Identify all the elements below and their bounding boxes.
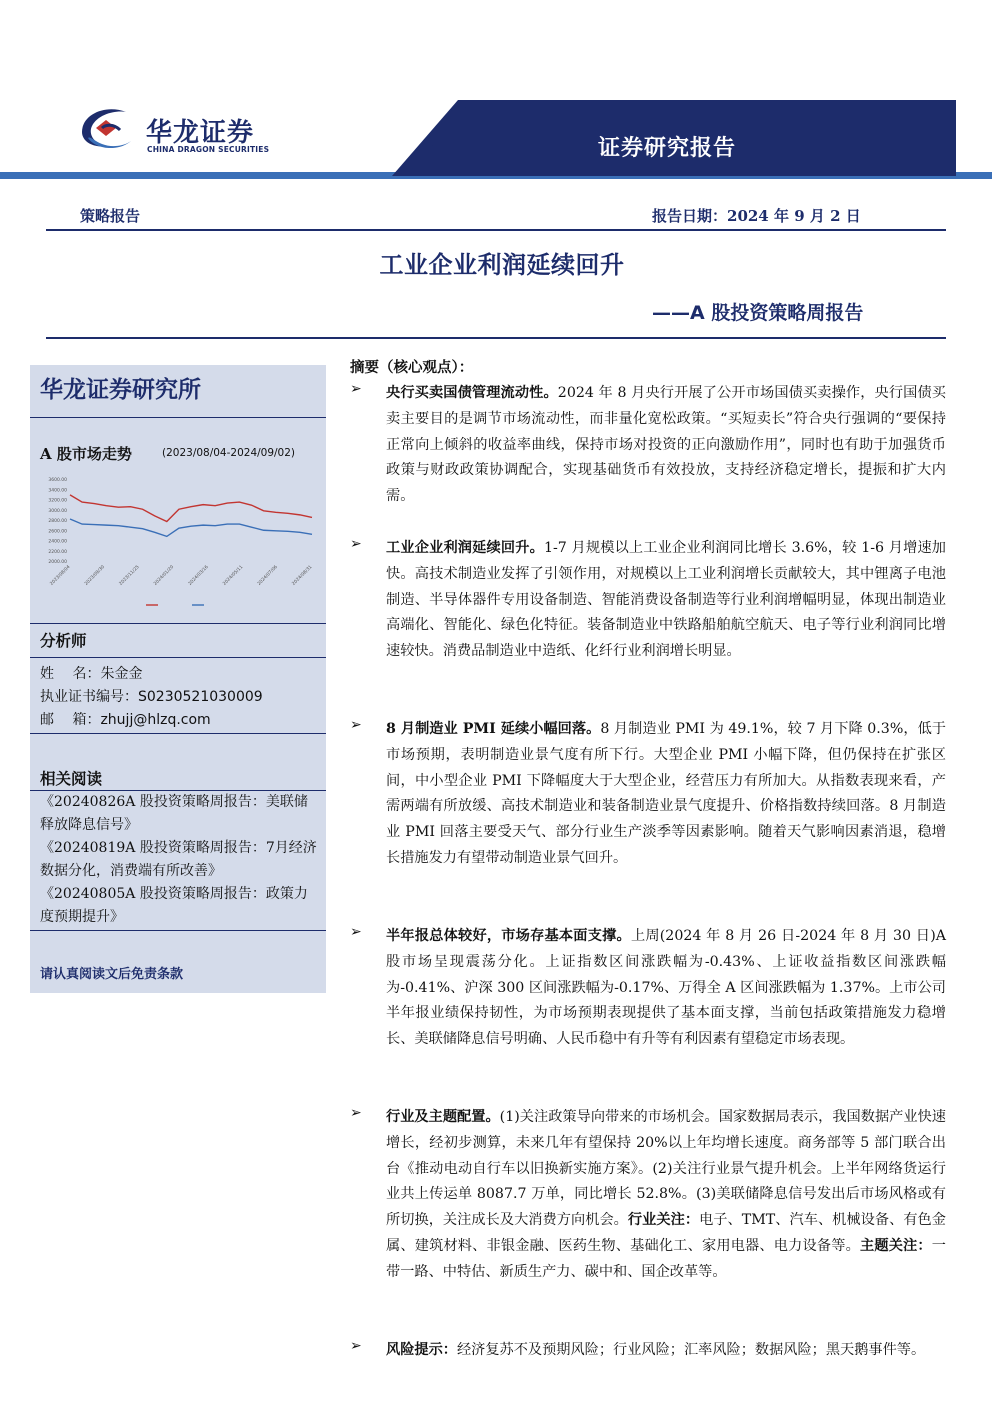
divider bbox=[30, 930, 326, 931]
market-trend-label: A 股市场走势 bbox=[40, 445, 132, 463]
x-tick-label: 2024/01/20 bbox=[153, 564, 176, 587]
x-tick-label: 2024/07/06 bbox=[256, 564, 279, 587]
y-tick-label: 3600.00 bbox=[48, 478, 67, 483]
x-tick-label: 2023/08/04 bbox=[49, 564, 72, 587]
bullet-body bbox=[386, 1105, 946, 1286]
bullet-lead: 风险提示： bbox=[386, 1342, 457, 1358]
bullet-text: 经济复苏不及预期风险；行业风险；汇率风险；数据风险；黑天鹅事件等。 bbox=[456, 1342, 926, 1358]
analyst-cert-row bbox=[40, 686, 263, 706]
bullet-body bbox=[386, 924, 946, 1053]
arrow-bullet-icon: ➢ bbox=[350, 1105, 362, 1121]
header-banner bbox=[0, 98, 992, 184]
analyst-email-label: 邮 箱： bbox=[40, 712, 101, 728]
x-tick-label: 2023/09/30 bbox=[84, 564, 106, 587]
related-reading-item[interactable]: 《20240826A 股投资策略周报告：美联储释放降息信号》 bbox=[40, 794, 308, 833]
related-reading-heading: 相关阅读 bbox=[40, 769, 103, 788]
bullet-text: 1-7 月规模以上工业企业利润同比增长 3.6%，较 1-6 月增速加快。高技术制造业发挥了引领作用，对规模以上工业利润增长贡献较大，其中锂离子电池制造、半导体器件专用设备制造、智能消费设备制造等行业利润增幅明显，体现出制造业高端化、智能化、绿色化特征。装备制造业中铁路船舶航空航天、电子等行业利润同比增速较快。消费品制造业中造纸、化纤行业利润增长明显。 bbox=[386, 540, 946, 660]
analyst-name-label: 姓 名： bbox=[40, 666, 101, 682]
y-tick-label: 3200.00 bbox=[48, 498, 67, 504]
analyst-email-row bbox=[40, 709, 211, 729]
arrow-bullet-icon: ➢ bbox=[350, 924, 362, 940]
bullet-body bbox=[386, 717, 946, 872]
y-tick-label: 2400.00 bbox=[48, 539, 67, 545]
analyst-heading: 分析师 bbox=[40, 631, 87, 650]
y-tick-label: 3000.00 bbox=[48, 508, 67, 514]
abstract-heading: 摘要（核心观点）： bbox=[350, 359, 474, 376]
divider bbox=[46, 229, 946, 231]
series-line-2 bbox=[70, 519, 312, 536]
report-date: 报告日期：2024 年 9 月 2 日 bbox=[652, 207, 861, 225]
arrow-bullet-icon: ➢ bbox=[350, 536, 362, 552]
analyst-cert-label: 执业证书编号： bbox=[40, 689, 138, 705]
bullet-text: (1)关注政策导向带来的市场机会。国家数据局表示，我国数据产业快速增长，经初步测算，未来几年有望保持 20%以上年均增长速度。商务部等 5 部门联合出台《推动电动自行车以旧换新实施方案》。(2)关注行业景气提升机会。上半年网络货运行业共上传运单 8087.7 万单，同比增长 52.8%。(3)美联储降息信号发出后市场风格或有所切换，关注成长及大消费方向机会。 bbox=[386, 1109, 946, 1229]
related-reading-item[interactable]: 《20240819A 股投资策略周报告：7月经济数据分化，消费端有所改善》 bbox=[40, 840, 317, 879]
analyst-name-row bbox=[40, 663, 142, 683]
bullet-lead: 工业企业利润延续回升。 bbox=[386, 540, 544, 556]
bullet-text: 上周(2024 年 8 月 26 日-2024 年 8 月 30 日)A 股市场呈现震荡分化。上证指数区间涨跌幅为-0.43%、上证收益指数区间涨跌幅为-0.41%、沪深 300 区间涨跌幅为-0.17%、万得全 A 区间涨跌幅为 1.37%。上市公司半年报业绩保持韧性，为市场预期表现提供了基本面支撑，当前包括政策措施发力稳增长、美联储降息信号明确、人民币稳中有升等有利因素有望稳定市场表现。 bbox=[386, 928, 946, 1048]
institute-name: 华龙证券研究所 bbox=[40, 377, 201, 403]
x-tick-label: 2024/05/11 bbox=[222, 564, 245, 587]
arrow-bullet-icon: ➢ bbox=[350, 1338, 362, 1354]
report-subtitle: ——A 股投资策略周报告 bbox=[652, 302, 864, 324]
market-trend-range: (2023/08/04-2024/09/02) bbox=[162, 447, 296, 459]
banner-title: 证券研究报告 bbox=[598, 135, 737, 161]
x-tick-label: 2024/08/31 bbox=[291, 564, 314, 587]
y-tick-label: 2000.00 bbox=[48, 560, 67, 565]
bullet-lead: 行业及主题配置。 bbox=[386, 1109, 500, 1125]
x-tick-label: 2023/11/25 bbox=[118, 564, 141, 587]
bullet-body bbox=[386, 536, 946, 665]
bullet-lead: 央行买卖国债管理流动性。 bbox=[386, 385, 558, 401]
x-tick-label: 2024/03/16 bbox=[187, 564, 210, 587]
bullet-text: 电子、TMT、汽车、机械设备、有色金属、建筑材料、非银金融、医药生物、基础化工、家用电器、电力设备等。 bbox=[386, 1212, 946, 1254]
divider bbox=[30, 623, 326, 624]
arrow-bullet-icon: ➢ bbox=[350, 381, 362, 397]
related-reading-item[interactable]: 《20240805A 股投资策略周报告：政策力度预期提升》 bbox=[40, 886, 308, 925]
bullet-lead: 8 月制造业 PMI 延续小幅回落。 bbox=[386, 721, 601, 737]
bullet-lead: 半年报总体较好，市场存基本面支撑。 bbox=[386, 928, 631, 944]
y-tick-label: 2600.00 bbox=[48, 529, 67, 535]
bullet-text: 2024 年 8 月央行开展了公开市场国债买卖操作，央行国债买卖主要目的是调节市场流动性，而非量化宽松政策。“买短卖长”符合央行强调的“要保持正常向上倾斜的收益率曲线，保持市场对投资的正向激励作用”，同时也有助于加强货币政策与财政政策协调配合，实现基础货币有效投放，支持经济稳定增长，提振和扩大内需。 bbox=[386, 385, 946, 505]
brand-name-cn: 华龙证券 bbox=[146, 118, 255, 148]
y-tick-label: 3400.00 bbox=[48, 488, 67, 494]
disclaimer-note[interactable]: 请认真阅读文后免责条款 bbox=[40, 967, 184, 982]
report-type: 策略报告 bbox=[80, 207, 141, 225]
bullet-text: 8 月制造业 PMI 为 49.1%，较 7 月下降 0.3%，低于市场预期，表明制造业景气度有所下行。大型企业 PMI 小幅下降，但仍保持在扩张区间，中小型企业 PMI 下降幅度大于大型企业，经营压力有所加大。从指数表现来看，产需两端有所放缓、高技术制造业和装备制造业景气度提升、价格指数持续回落。8 月制造业 PMI 回落主要受天气、部分行业生产淡季等因素影响。随着天气影响因素消退，稳增长措施发力有望带动制造业景气回升。 bbox=[386, 721, 946, 866]
brand-name-en: CHINA DRAGON SECURITIES bbox=[147, 145, 270, 154]
bullet-body bbox=[386, 1338, 946, 1364]
analyst-cert: S0230521030009 bbox=[138, 689, 263, 705]
arrow-bullet-icon: ➢ bbox=[350, 717, 362, 733]
divider bbox=[30, 657, 326, 658]
report-header bbox=[0, 0, 992, 185]
bullet-lead: 主题关注： bbox=[859, 1237, 932, 1254]
sidebar bbox=[30, 365, 326, 993]
bullet-text: 一带一路、中特估、新质生产力、碳中和、国企改革等。 bbox=[386, 1237, 946, 1280]
series-line-1 bbox=[70, 495, 312, 522]
market-trend-chart bbox=[36, 473, 320, 623]
bullet-body bbox=[386, 381, 946, 510]
y-tick-label: 2800.00 bbox=[48, 519, 67, 524]
divider bbox=[46, 337, 946, 339]
report-title: 工业企业利润延续回升 bbox=[379, 251, 625, 279]
divider bbox=[30, 733, 326, 734]
bullet-lead: 行业关注： bbox=[627, 1212, 700, 1229]
y-tick-label: 2200.00 bbox=[48, 549, 67, 555]
divider bbox=[30, 417, 326, 418]
analyst-name: 朱金金 bbox=[100, 666, 143, 682]
analyst-email[interactable]: zhujj@hlzq.com bbox=[100, 712, 211, 728]
